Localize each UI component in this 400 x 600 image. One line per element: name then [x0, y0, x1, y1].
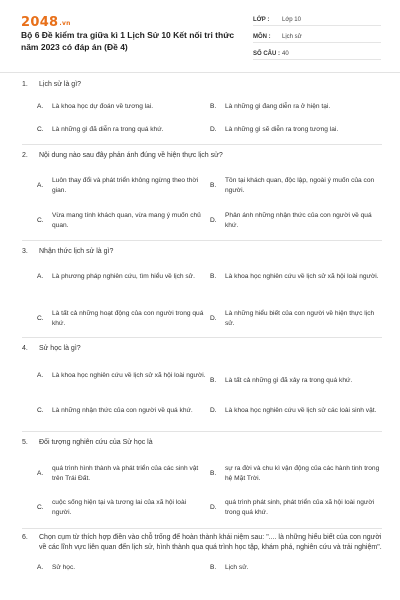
option-letter: B. [210, 377, 217, 384]
option-a[interactable] [37, 464, 207, 484]
question-number: 4. [22, 345, 28, 352]
option-text: Phản ánh những nhận thức của con người về quá khứ. [225, 212, 372, 229]
option-b[interactable] [210, 176, 382, 196]
option-letter: D. [210, 126, 217, 133]
option-d[interactable] [210, 498, 382, 518]
option-c[interactable] [37, 309, 207, 329]
option-letter: B. [210, 564, 217, 571]
option-text: Sử học. [52, 564, 76, 571]
option-letter: D. [210, 217, 217, 224]
meta-value: Lịch sử [282, 34, 302, 40]
question-text: Đối tượng nghiên cứu của Sử học là [39, 439, 153, 446]
divider [22, 431, 382, 432]
option-text: Là khoa học nghiên cứu về lịch sử xã hội loài người. [225, 273, 379, 280]
option-letter: A. [37, 103, 44, 110]
option-text: Là những hiểu biết của con người về hiện thực lịch sử. [225, 310, 375, 327]
meta-value: Lớp 10 [282, 17, 301, 23]
option-b[interactable] [210, 272, 382, 282]
divider [22, 144, 382, 145]
question-1 [22, 80, 382, 140]
option-b[interactable] [210, 376, 382, 386]
question-text: Nhận thức lịch sử là gì? [39, 248, 114, 255]
option-a[interactable] [37, 563, 207, 573]
option-a[interactable] [37, 371, 207, 381]
option-letter: D. [210, 407, 217, 414]
option-a[interactable] [37, 272, 207, 282]
logo-suffix: .vn [59, 20, 71, 27]
option-text: quá trình phát sinh, phát triển của xã hội loài người trong quá khứ. [225, 499, 375, 516]
question-number: 1. [22, 81, 28, 88]
meta-row-class [253, 12, 381, 26]
divider [22, 240, 382, 241]
option-letter: B. [210, 103, 217, 110]
site-logo[interactable] [21, 15, 71, 30]
question-number: 6. [22, 534, 28, 541]
option-text: Tồn tại khách quan, độc lập, ngoài ý muốn của con người. [225, 177, 375, 194]
option-c[interactable] [37, 406, 207, 416]
question-number: 2. [22, 152, 28, 159]
question-text: Lịch sử là gì? [39, 81, 82, 88]
meta-key: SỐ CÂU : [253, 51, 280, 57]
question-6 [22, 533, 382, 599]
option-letter: A. [37, 372, 44, 379]
option-letter: B. [210, 273, 217, 280]
divider [22, 528, 382, 529]
option-c[interactable] [37, 125, 207, 135]
question-number: 5. [22, 439, 28, 446]
option-letter: C. [37, 315, 44, 322]
option-text: Là khoa học nghiên cứu về lịch sử các loài sinh vật. [225, 407, 377, 414]
option-letter: A. [37, 470, 44, 477]
divider [22, 337, 382, 338]
meta-value: 40 [282, 51, 289, 57]
option-text: Luôn thay đổi và phát triển không ngừng theo thời gian. [52, 177, 199, 194]
meta-key: LỚP : [253, 17, 270, 23]
page-title: Bộ 6 Đề kiểm tra giữa kì 1 Lịch Sử 10 Kết nối tri thức năm 2023 có đáp án (Đề 4) [21, 30, 235, 52]
option-d[interactable] [210, 125, 382, 135]
option-text: Là phương pháp nghiên cứu, tìm hiểu về lịch sử. [52, 273, 195, 280]
option-text: Là những gì sẽ diễn ra trong tương lai. [225, 126, 339, 133]
option-d[interactable] [210, 406, 382, 416]
option-c[interactable] [37, 211, 207, 231]
option-letter: A. [37, 564, 44, 571]
option-c[interactable] [37, 498, 207, 518]
option-text: sự ra đời và chu kì vận động của các hành tinh trong hệ Mặt Trời. [225, 465, 380, 482]
option-b[interactable] [210, 464, 382, 484]
question-text: Chọn cụm từ thích hợp điền vào chỗ trống để hoàn thành khái niệm sau: ".... là những hiểu biết của con người về các lĩnh vực liên quan đến lịch sử, hình thành qua quá trình học tập, khám phá, nghiên cứu và trải nghiệm". [39, 534, 382, 551]
option-d[interactable] [210, 211, 382, 231]
question-text: Nội dung nào sau đây phản ánh đúng về hiện thực lịch sử? [39, 152, 223, 159]
option-letter: C. [37, 407, 44, 414]
option-text: Vừa mang tính khách quan, vừa mang ý muốn chủ quan. [52, 212, 201, 229]
option-text: Là những gì đang diễn ra ở hiện tại. [225, 103, 331, 110]
exam-meta [253, 12, 381, 63]
logo-text: 2048 [21, 15, 59, 30]
option-b[interactable] [210, 102, 382, 112]
option-text: Là tất cả những gì đã xảy ra trong quá khứ. [225, 377, 353, 384]
option-text: cuộc sống hiện tại và tương lai của xã hội loài người. [52, 499, 187, 516]
option-text: Là những gì đã diễn ra trong quá khứ. [52, 126, 164, 133]
option-letter: C. [37, 126, 44, 133]
option-text: Là tất cả những hoạt động của con người trong quá khứ. [52, 310, 204, 327]
option-a[interactable] [37, 176, 207, 196]
option-letter: B. [210, 182, 217, 189]
meta-row-subject [253, 29, 381, 43]
option-text: quá trình hình thành và phát triển của các sinh vật trên Trái Đất. [52, 465, 199, 482]
option-text: Lịch sử. [225, 564, 249, 571]
question-number: 3. [22, 248, 28, 255]
option-letter: D. [210, 504, 217, 511]
option-letter: A. [37, 273, 44, 280]
option-letter: C. [37, 504, 44, 511]
option-a[interactable] [37, 102, 207, 112]
question-4 [22, 344, 382, 429]
option-letter: A. [37, 182, 44, 189]
page-header [0, 0, 400, 73]
question-5 [22, 438, 382, 526]
meta-key: MÔN : [253, 34, 271, 40]
question-text: Sử học là gì? [39, 345, 81, 352]
option-letter: C. [37, 217, 44, 224]
option-b[interactable] [210, 563, 382, 573]
meta-row-count [253, 46, 381, 60]
option-letter: B. [210, 470, 217, 477]
option-letter: D. [210, 315, 217, 322]
option-text: Là khoa học nghiên cứu về lịch sử xã hội loài người. [52, 372, 206, 379]
option-text: Là khoa học dự đoán về tương lai. [52, 103, 154, 110]
question-2 [22, 151, 382, 236]
option-text: Là những nhận thức của con người về quá khứ. [52, 407, 193, 414]
option-d[interactable] [210, 309, 382, 329]
question-3 [22, 247, 382, 335]
